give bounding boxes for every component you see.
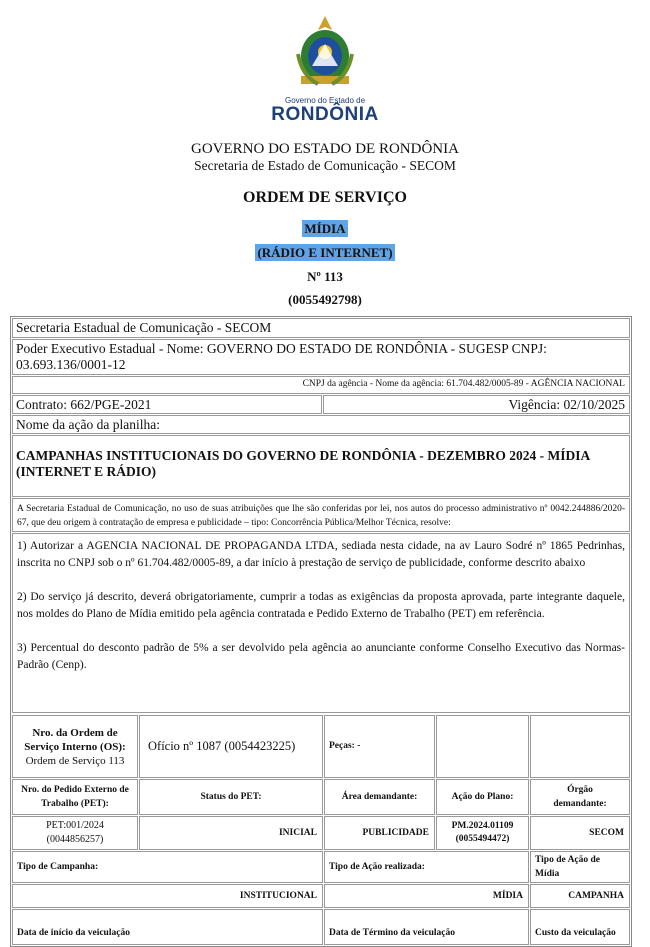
data-inicio-label-cell: Data de início da veiculação: [12, 909, 323, 945]
media-type-label: (RÁDIO E INTERNET): [257, 245, 393, 260]
area-value-cell: PUBLICIDADE: [324, 816, 435, 850]
secretaria-field: Secretaria Estadual de Comunicação - SECOM: [12, 318, 630, 338]
contrato-field: Contrato: 662/PGE-2021: [12, 395, 322, 414]
pecas-cell: Peças: -: [324, 715, 435, 778]
tipo-acao-realizada-value-cell: MÍDIA: [324, 884, 529, 908]
tipo-acao-midia-label-cell: Tipo de Ação de Mídia: [530, 851, 630, 883]
media-label: MÍDIA: [304, 221, 346, 236]
status-label-cell: Status do PET:: [139, 779, 323, 815]
resolution-items: [12, 533, 630, 713]
coat-of-arms-logo: [292, 14, 358, 94]
item-3: 3) Percentual do desconto padrão de 5% a ser devolvido pela agência ao anunciante conforme Conselho Executivo das Normas-Padrão (Cenp).: [17, 642, 625, 671]
government-title: GOVERNO DO ESTADO DE RONDÔNIA: [191, 141, 459, 157]
orgao-label-cell: Órgão demandante:: [530, 779, 630, 815]
preamble-text: A Secretaria Estadual de Comunicação, no uso de suas atribuições que lhe são conferidas por lei, nos autos do processo administrativo nº 0042.244886/2020-67, que deu origem à contratação de empresa e publicidade – tipo: Concorrência Pública/Melhor Técnica, resolve:: [12, 498, 630, 532]
secretariat-title: Secretaria de Estado de Comunicação - SECOM: [194, 158, 456, 173]
data-termino-label-cell: Data de Término da veiculação: [324, 909, 529, 945]
item-1: 1) Autorizar a AGENCIA NACIONAL DE PROPAGANDA LTDA, sediada nesta cidade, na av Lauro Sodré nº 1865 Pedrinhas, inscrita no CNPJ sob o nº 61.704.482/0005-89, a dar início à prestação de serviço de publicidade, conforme descrito abaixo: [17, 540, 625, 569]
area-label-cell: Área demandante:: [324, 779, 435, 815]
logo-wordmark: RONDÔNIA: [271, 104, 379, 125]
tipo-acao-midia-value-cell: CAMPANHA: [530, 884, 630, 908]
document-title: ORDEM DE SERVIÇO: [243, 189, 407, 206]
campaign-title: CAMPANHAS INSTITUCIONAIS DO GOVERNO DE RONDÔNIA - DEZEMBRO 2024 - MÍDIA (INTERNET E RÁDIO): [12, 435, 630, 497]
tipo-campanha-value-cell: INSTITUCIONAL: [12, 884, 323, 908]
empty-cell: [530, 715, 630, 778]
empty-cell: [436, 715, 529, 778]
item-2: 2) Do serviço já descrito, deverá obrigatoriamente, cumprir a todas as exigências da proposta aprovada, parte integrante daquele, nos moldes do Plano de Mídia emitido pela agência contratada e Pedido Externo de Trabalho (PET) em referência.: [17, 591, 625, 620]
nome-acao-label: Nome da ação da planilha:: [12, 415, 630, 434]
os-label-cell: Nro. da Ordem de Serviço Interno (OS): Ordem de Serviço 113: [12, 715, 138, 778]
status-value-cell: INICIAL: [139, 816, 323, 850]
acao-plano-value-cell: PM.2024.01109 (0055494472): [436, 816, 529, 850]
oficio-cell: Ofício nº 1087 (0054423225): [139, 715, 323, 778]
pet-label-cell: Nro. do Pedido Externo de Trabalho (PET):: [12, 779, 138, 815]
pet-value-cell: PET:001/2024 (0044856257): [12, 816, 138, 850]
tipo-acao-realizada-label-cell: Tipo de Ação realizada:: [324, 851, 529, 883]
poder-executivo-field: Poder Executivo Estadual - Nome: GOVERNO DO ESTADO DE RONDÔNIA - SUGESP CNPJ: 03.693.136/0001-12: [12, 339, 630, 375]
logo-subtitle: Governo do Estado de: [284, 96, 366, 105]
vigencia-field: Vigência: 02/10/2025: [323, 395, 630, 414]
custo-label-cell: Custo da veiculação: [530, 909, 630, 945]
orgao-value-cell: SECOM: [530, 816, 630, 850]
order-number: Nº 113: [307, 269, 343, 284]
order-code: (0055492798): [288, 292, 362, 307]
acao-plano-label-cell: Ação do Plano:: [436, 779, 529, 815]
cnpj-agencia-field: CNPJ da agência - Nome da agência: 61.704.482/0005-89 - AGÊNCIA NACIONAL: [12, 376, 630, 394]
tipo-campanha-label-cell: Tipo de Campanha:: [12, 851, 323, 883]
